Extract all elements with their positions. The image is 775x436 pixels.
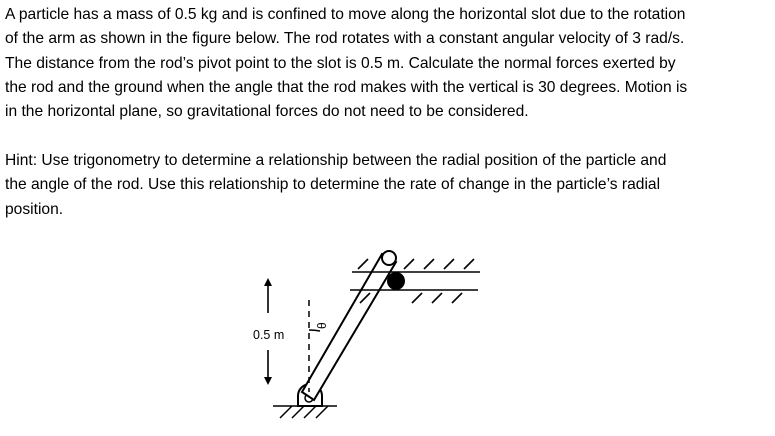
hint-line: the angle of the rod. Use this relationship to determine the rate of change in the particle’s radial bbox=[5, 176, 661, 194]
distance-label: 0.5 m bbox=[253, 328, 285, 342]
hint-line: Hint: Use trigonometry to determine a relationship between the radial position of the particle and bbox=[5, 152, 667, 169]
problem-line: of the arm as shown in the figure below. The rod rotates with a constant angular velocity of 3 rad/s. bbox=[5, 30, 685, 48]
particle bbox=[387, 272, 405, 290]
angle-label: θ bbox=[315, 322, 329, 329]
problem-line: the rod and the ground when the angle that the rod makes with the vertical is 30 degrees. Motion is bbox=[5, 78, 688, 96]
hint-paragraph bbox=[5, 149, 770, 222]
problem-line: A particle has a mass of 0.5 kg and is confined to move along the horizontal slot due to the rotation bbox=[5, 6, 686, 23]
problem-line: in the horizontal plane, so gravitational forces do not need to be considered. bbox=[5, 103, 529, 121]
rod-end-cap bbox=[382, 251, 396, 265]
hint-line: position. bbox=[5, 200, 64, 218]
problem-line: The distance from the rod’s pivot point to the slot is 0.5 m. Calculate the normal forces exerted by bbox=[5, 54, 676, 72]
ground-support bbox=[273, 406, 337, 418]
mechanism-figure bbox=[225, 238, 525, 436]
problem-statement bbox=[5, 3, 770, 124]
angle-arc bbox=[309, 330, 320, 331]
